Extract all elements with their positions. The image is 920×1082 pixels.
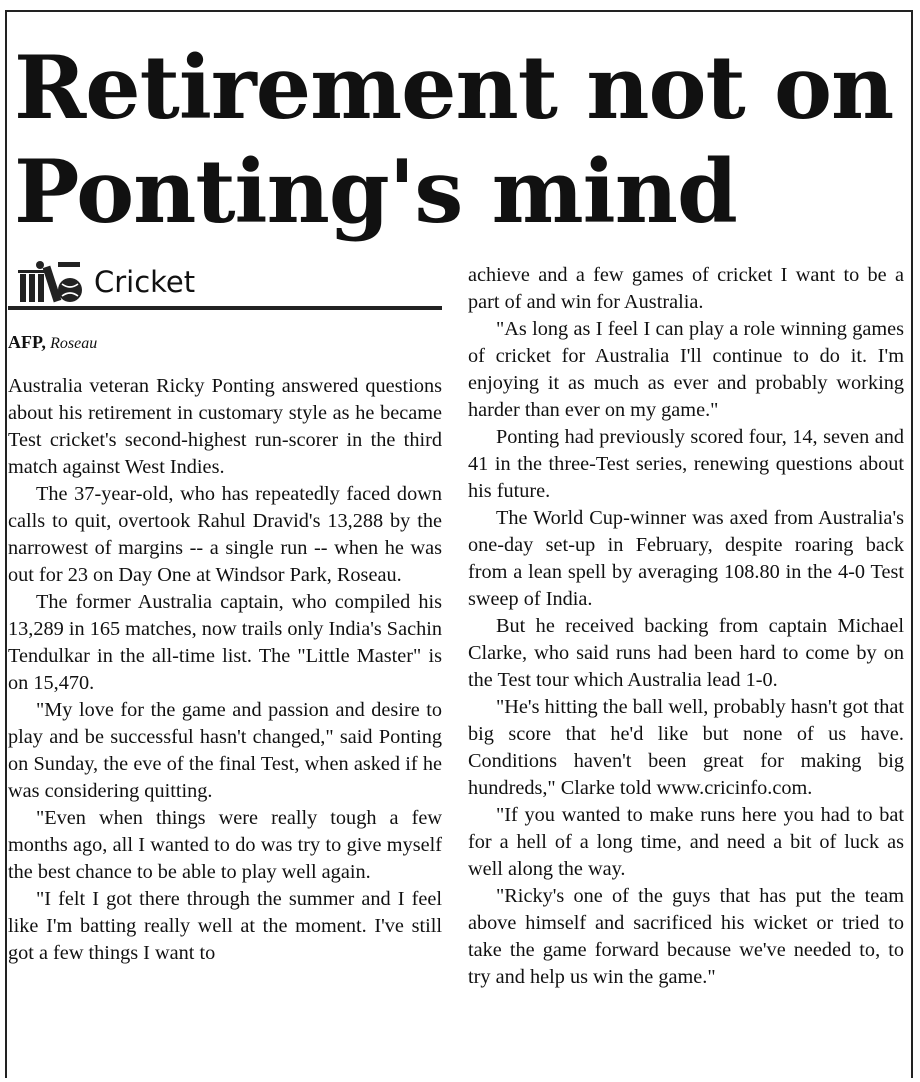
paragraph: "My love for the game and passion and desire to play and be successful hasn't changed," said Ponting on Sunday, the eve of the final Test, when asked if he was considering quitting.	[8, 699, 442, 802]
paragraph: "Even when things were really tough a few months ago, all I wanted to do was try to give myself the best chance to be able to play well again.	[8, 807, 442, 883]
paragraph: achieve and a few games of cricket I want to be a part of and win for Australia.	[468, 264, 904, 313]
paragraph: "Ricky's one of the guys that has put the team above himself and sacrificed his wicket or tried to take the game forward because we've needed to, to try and help us win the game."	[468, 885, 904, 988]
left-column	[8, 258, 442, 967]
right-column	[468, 262, 904, 991]
section-header	[8, 258, 442, 310]
byline-place: Roseau	[50, 335, 98, 352]
paragraph: "He's hitting the ball well, probably hasn't got that big score that he'd like but none of us have. Conditions haven't been great for making big hundreds," Clarke told www.cricinfo.com.	[468, 696, 904, 799]
byline	[8, 332, 442, 353]
byline-agency: AFP,	[8, 332, 46, 352]
paragraph: "As long as I feel I can play a role winning games of cricket for Australia I'll continue to do it. I'm enjoying it as much as ever and probably working harder than ever on my game."	[468, 318, 904, 421]
paragraph: "If you wanted to make runs here you had to bat for a hell of a long time, and need a bit of luck as well along the way.	[468, 804, 904, 880]
paragraph: Australia veteran Ricky Ponting answered questions about his retirement in customary style as he became Test cricket's second-highest run-scorer in the third match against West Indies.	[8, 375, 442, 478]
paragraph: Ponting had previously scored four, 14, seven and 41 in the three-Test series, renewing questions about his future.	[468, 426, 904, 502]
paragraph: But he received backing from captain Michael Clarke, who said runs had been hard to come by on the Test tour which Australia lead 1-0.	[468, 615, 904, 691]
headline: Retirement not on Ponting's mind	[14, 36, 894, 243]
section-label: Cricket	[94, 265, 196, 299]
paragraph: The World Cup-winner was axed from Australia's one-day set-up in February, despite roaring back from a lean spell by averaging 108.80 in the 4-0 Test sweep of India.	[468, 507, 904, 610]
paragraph: The former Australia captain, who compiled his 13,289 in 165 matches, now trails only India's Sachin Tendulkar in the all-time list. The "Little Master" is on 15,470.	[8, 591, 443, 694]
paragraph: The 37-year-old, who has repeatedly faced down calls to quit, overtook Rahul Dravid's 13,288 by the narrowest of margins -- a single run -- when he was out for 23 on Day One at Windsor Park, Roseau.	[8, 483, 442, 586]
cricket-bat-ball-icon	[18, 260, 90, 304]
paragraph: "I felt I got there through the summer and I feel like I'm batting really well at the moment. I've still got a few things I want to	[8, 888, 442, 964]
